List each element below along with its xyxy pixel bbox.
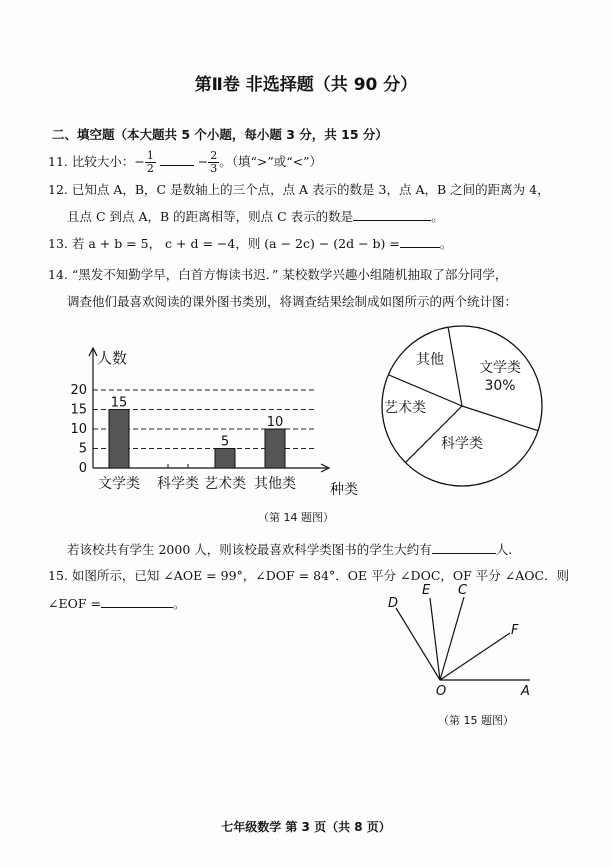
category-label: 其他类 (254, 476, 296, 492)
q14-answer-blank[interactable] (432, 552, 496, 554)
question-13 (48, 234, 452, 252)
q12-line-2-end: 。 (431, 209, 444, 224)
bar-value-label: 10 (266, 415, 284, 430)
y-axis-label: 人数 (97, 349, 128, 367)
y-tick-label: 5 (78, 441, 87, 457)
pie-slice-label: 文学类 (479, 360, 521, 376)
q12-line-1: 12. 已知点 A，B，C 是数轴上的三个点，点 A 表示的数是 3，点 A，B 之间的距离为 4， (48, 182, 550, 197)
q15-line-1: 15. 如图所示，已知 ∠AOE = 99°，∠DOF = 84°．OE 平分 ∠DOC，OF 平分 ∠AOC．则 (48, 568, 570, 583)
q13-answer-blank[interactable] (400, 246, 440, 248)
q15-line-2-end: 。 (172, 596, 186, 611)
q14-question-text: 若该校共有学生 2000 人，则该校最喜欢科学类图书的学生大约有 (67, 542, 432, 557)
q15-line-2 (48, 594, 185, 612)
y-tick-label: 20 (70, 383, 87, 398)
bar (109, 410, 129, 469)
q14-line-2: 调查他们最喜欢阅读的课外图书类别，将调查结果绘制成如图所示的两个统计图： (67, 294, 518, 309)
ray-od (396, 608, 440, 680)
section-heading: 二、填空题（本大题共 5 个小题，每小题 3 分，共 15 分） (52, 127, 388, 142)
q15-answer-blank[interactable] (101, 606, 173, 608)
pie-slice-label: 科学类 (441, 436, 483, 452)
q11-prefix: 11. 比较大小：− (48, 154, 145, 169)
question-11 (48, 150, 322, 175)
ray-of (440, 633, 510, 680)
q11-minus: − (197, 154, 209, 169)
category-label: 文学类 (98, 476, 140, 492)
q11-suffix: 。（填“>”或“<”） (219, 154, 323, 169)
bar-chart (55, 345, 375, 505)
y-tick-label: 0 (78, 461, 87, 476)
label-e: E (422, 583, 431, 598)
label-a: A (521, 684, 530, 699)
x-axis-label: 种类 (330, 482, 358, 498)
category-label: 科学类 (157, 476, 199, 492)
pie-slice-percent: 30% (484, 378, 516, 394)
label-f: F (511, 623, 519, 638)
bar-value-label: 5 (220, 434, 230, 450)
label-c: C (458, 583, 468, 598)
label-o: O (436, 684, 447, 699)
q13-text: 13. 若 a + b = 5， c + d = −4，则 (a − 2c) − (2d − b) = (48, 236, 400, 251)
y-tick-label: 10 (70, 422, 87, 437)
y-tick-label: 15 (70, 402, 87, 418)
label-d: D (388, 596, 399, 611)
q12-line-2 (67, 207, 444, 225)
ray-oc (440, 597, 464, 680)
q13-end: 。 (439, 236, 453, 251)
ray-oe (430, 598, 440, 680)
bar (215, 449, 235, 469)
page-footer: 七年级数学 第 3 页（共 8 页） (221, 820, 391, 834)
q11-fraction-1: $\frac{1}{2}$ (146, 149, 154, 175)
pie-slice-label: 艺术类 (384, 400, 426, 416)
page-title: 第Ⅱ卷 非选择题（共 90 分） (194, 75, 418, 95)
bar (265, 429, 285, 468)
q11-fraction-2: $\frac{2}{3}$ (210, 149, 218, 175)
q12-line-2-text: 且点 C 到点 A，B 的距离相等，则点 C 表示的数是 (67, 209, 354, 224)
pie-slice-label: 其他 (416, 352, 444, 368)
category-label: 艺术类 (204, 476, 246, 492)
q14-figure-caption: （第 14 题图） (258, 511, 334, 524)
bar-value-label: 15 (110, 395, 128, 411)
q15-figure-caption: （第 15 题图） (438, 714, 514, 727)
q15-line-2-text: ∠EOF = (48, 596, 101, 611)
angle-figure (380, 578, 550, 703)
q14-question-end: 人. (495, 542, 513, 557)
q12-answer-blank[interactable] (353, 219, 431, 221)
pie-chart (378, 322, 548, 492)
q11-answer-blank[interactable] (160, 164, 194, 166)
q14-question (67, 540, 512, 558)
q14-line-1: 14. “黑发不知勤学早，白首方悔读书迟．” 某校数学兴趣小组随机抽取了部分同学， (48, 267, 508, 282)
